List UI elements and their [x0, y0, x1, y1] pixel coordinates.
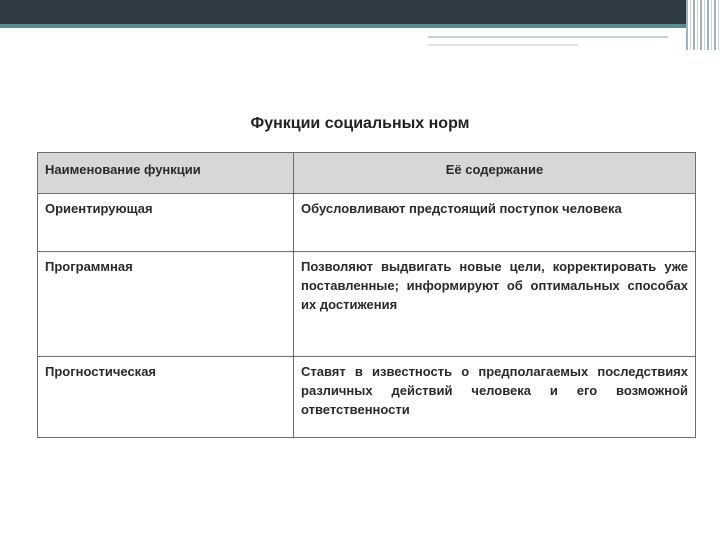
table-row	[38, 357, 696, 438]
slide-header-bar	[0, 0, 720, 24]
table-title: Функции социальных норм	[250, 115, 470, 132]
social-norms-table	[37, 152, 696, 438]
header-accent-line	[0, 24, 700, 28]
function-content: Обусловливают предстоящий поступок человека	[294, 194, 696, 252]
table-header-row	[38, 153, 696, 194]
table-row	[38, 194, 696, 252]
function-content: Позволяют выдвигать новые цели, корректировать уже поставленные; информируют об оптимальных способах их достижения	[294, 252, 696, 357]
decorative-line	[428, 36, 668, 38]
function-name: Программная	[38, 252, 294, 357]
function-name: Ориентирующая	[38, 194, 294, 252]
table-row	[38, 252, 696, 357]
decorative-line	[428, 44, 578, 46]
column-header-content: Её содержание	[294, 153, 696, 194]
column-header-name: Наименование функции	[38, 153, 294, 194]
header-stripes-decoration	[686, 0, 720, 50]
function-content: Ставят в известность о предполагаемых последствиях различных действий человека и его возможной ответственности	[294, 357, 696, 438]
function-name: Прогностическая	[38, 357, 294, 438]
